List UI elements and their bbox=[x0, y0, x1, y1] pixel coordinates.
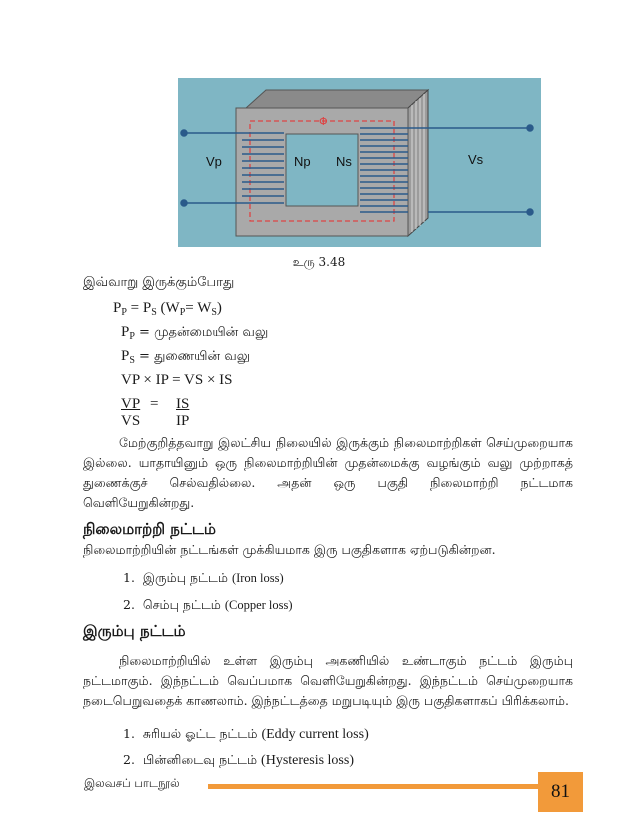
fraction-equals: = bbox=[150, 396, 159, 412]
flux-symbol: Φ bbox=[319, 115, 328, 128]
loss-intro-text: நிலைமாற்றியின் நட்டங்கள் முக்கியமாக இரு பகுதிகளாக ஏற்படுகின்றன. bbox=[83, 542, 496, 557]
equation-primary-power: $P_P$ = முதன்மையின் வலு bbox=[121, 324, 269, 342]
list-item: 1. சுரியல் ஓட்ட நட்டம் (Eddy current loss) bbox=[123, 726, 369, 742]
transformer-figure bbox=[178, 78, 541, 247]
ns-label: Ns bbox=[336, 154, 352, 169]
footer-rule bbox=[208, 784, 538, 789]
heading-transformer-loss: நிலைமாற்றி நட்டம் bbox=[83, 520, 216, 538]
fraction-left: VP VS bbox=[121, 396, 141, 429]
page-number: 81 bbox=[538, 772, 583, 812]
list-item: 2. செம்பு நட்டம் (Copper loss) bbox=[123, 597, 293, 612]
list-item: 1. இரும்பு நட்டம் (Iron loss) bbox=[123, 570, 284, 585]
equation-power-balance: $P_P = P_S$ $(W_P= W_S)$ bbox=[113, 300, 222, 318]
transformer-diagram bbox=[178, 78, 541, 247]
np-label: Np bbox=[294, 154, 311, 169]
figure-caption: உரு 3.48 bbox=[292, 255, 346, 269]
heading-iron-loss: இரும்பு நட்டம் bbox=[83, 622, 186, 640]
fraction-right: IS IP bbox=[176, 396, 190, 429]
vp-label: Vp bbox=[206, 154, 222, 169]
equation-vi: VP × IP = VS × IS bbox=[121, 372, 233, 388]
paragraph-ideal-transformer: மேற்குறித்தவாறு இலட்சிய நிலையில் இருக்கும் நிலைமாற்றிகள் செய்முறையாக இல்லை. யாதாயினும் ஒரு நிலைமாற்றியின் முதன்மைக்கு வழங்கும் வலு முற்றாகத் துணைக்குச் செல்வதில்லை. அதன் ஒரு பகுதி நிலைமாற்றி நட்டமாக வெளியேறுகின்றது. bbox=[83, 435, 573, 510]
vs-label: Vs bbox=[468, 152, 484, 167]
iron-loss-paragraph: நிலைமாற்றியில் உள்ள இரும்பு அகணியில் உண்டாகும் நட்டம் இரும்பு நட்டமாகும். இந்நட்டம் வெப்பமாக வெளியேறுகின்றது. இந்நட்டம் செய்முறையாக நடைபெறுவதைக் காணலாம். இந்நட்டத்தை மறுபடியும் இரு பகுதிகளாகப் பிரிக்கலாம். bbox=[83, 653, 573, 708]
intro-text: இவ்வாறு இருக்கும்போது bbox=[83, 275, 235, 290]
footer-book-title: இலவசப் பாடநூல் bbox=[84, 776, 180, 790]
equation-secondary-power: $P_S$ = துணையின் வலு bbox=[121, 348, 251, 366]
list-item: 2. பின்னிடைவு நட்டம் (Hysteresis loss) bbox=[123, 752, 354, 768]
